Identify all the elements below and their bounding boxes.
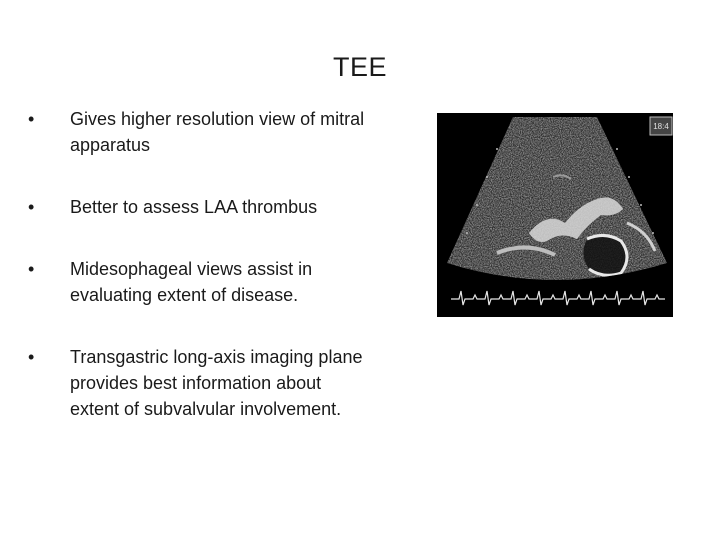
bullet-line: Midesophageal views assist in [70,259,313,279]
bullet-line: evaluating extent of disease. [70,285,299,305]
bullet-icon: • [28,109,35,129]
slide-title: TEE [332,52,387,82]
bullet-line: Transgastric long-axis imaging plane [70,347,363,367]
bullet-icon: • [28,347,35,367]
bullet-line: extent of subvalvular involvement. [70,399,342,419]
bullet-line: provides best information about [70,373,322,393]
corner-label: 18:4 [653,122,669,131]
bullet-item [28,194,413,220]
bullet-line: Better to assess LAA thrombus [70,197,318,217]
bullet-item [28,106,413,158]
bullet-line: apparatus [70,135,151,155]
bullet-line: Gives higher resolution view of mitral [70,109,365,129]
bullet-item [28,256,413,308]
bullet-item [28,344,413,422]
bullet-icon: • [28,197,35,217]
bullet-list [28,106,413,422]
echo-image-svg [437,113,673,317]
bullet-icon: • [28,259,35,279]
tee-echocardiogram-image [437,113,673,317]
